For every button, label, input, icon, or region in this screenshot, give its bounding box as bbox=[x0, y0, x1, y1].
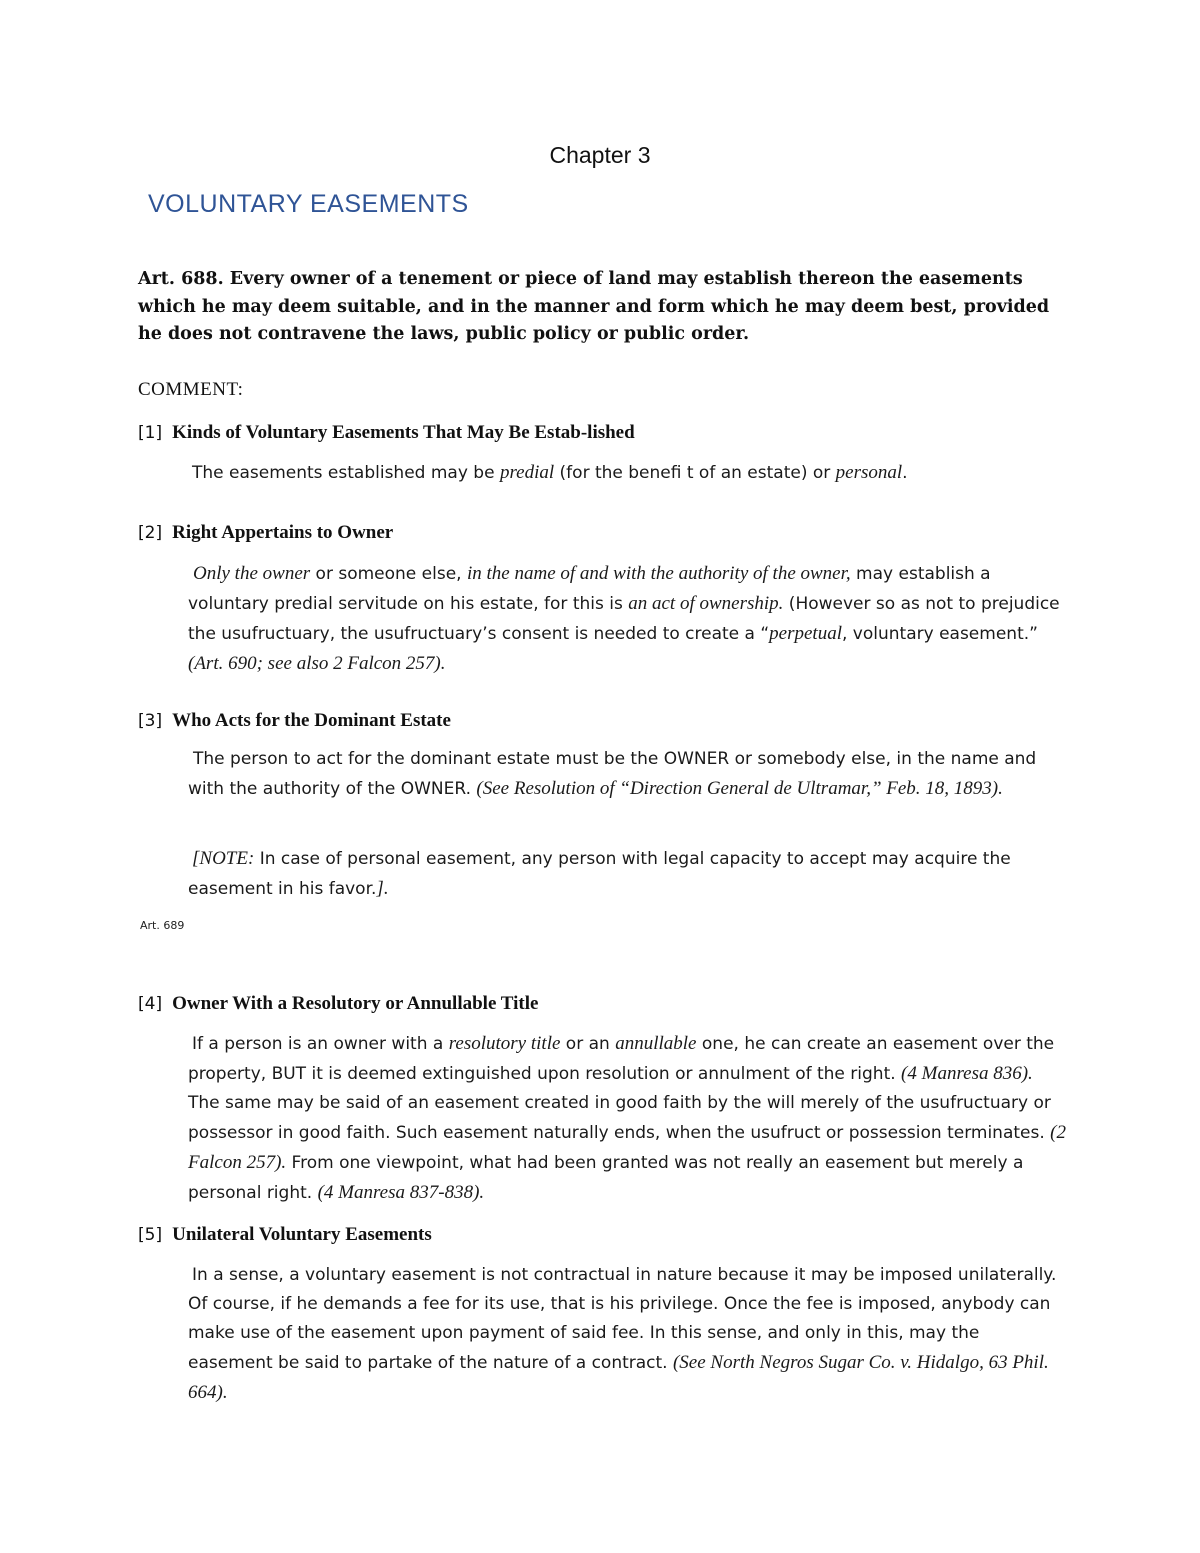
section-2-heading bbox=[138, 522, 393, 544]
comment-label: COMMENT: bbox=[138, 379, 244, 400]
section-1-title: Kinds of Voluntary Easements That May Be Estab-lished bbox=[172, 422, 635, 443]
section-1-number: [1] bbox=[138, 423, 163, 443]
article-688-text: Art. 688. Every owner of a tenement or piece of land may establish thereon the easements which he may deem suitable, and in the manner and form which he may deem best, provided he does not contravene the laws, public policy or public order. bbox=[138, 269, 1050, 344]
chapter-heading: Chapter 3 bbox=[549, 142, 651, 168]
section-2-paragraph: Only the owner or someone else, in the name of and with the authority of the owner, may establish a voluntary predial servitude on his estate, for this is an act of ownership. (However so as not to prejudice the usufructuary, the usufructuary’s consent is needed to create a “perpetual, voluntary easement.” (Art. 690; see also 2 Falcon 257). bbox=[188, 563, 1060, 674]
section-5-paragraph: In a sense, a voluntary easement is not contractual in nature because it may be imposed unilaterally. Of course, if he demands a fee for its use, that is his privilege. Once the fee is imposed, anybody can make use of the easement upon payment of said fee. In this sense, and only in this, may the easement be said to partake of the nature of a contract. (See North Negros Sugar Co. v. Hidalgo, 63 Phil. 664). bbox=[188, 1265, 1057, 1403]
section-4-number: [4] bbox=[138, 994, 163, 1014]
section-3-paragraph: The person to act for the dominant estate must be the OWNER or somebody else, in the name and with the authority of the OWNER. (See Resolution of “Direction General de Ultramar,” Feb. 18, 1893). bbox=[188, 749, 1037, 799]
section-3-note: [NOTE: In case of personal easement, any person with legal capacity to accept may acquire the easement in his favor.]. bbox=[188, 848, 1011, 899]
section-1-heading bbox=[138, 422, 635, 444]
section-5-heading bbox=[138, 1224, 432, 1246]
section-5-title: Unilateral Voluntary Easements bbox=[172, 1224, 432, 1245]
section-4-title: Owner With a Resolutory or Annullable Title bbox=[172, 993, 539, 1014]
section-4-paragraph: If a person is an owner with a resolutory title or an annullable one, he can create an easement over the property, BUT it is deemed extinguished upon resolution or annulment of the right. (4 Manresa 836). The same may be said of an easement created in good faith by the will merely of the usufructuary or possessor in good faith. Such easement naturally ends, when the usufruct or possession terminates. (2 Falcon 257). From one viewpoint, what had been granted was not really an easement but merely a personal right. (4 Manresa 837-838). bbox=[188, 1033, 1066, 1203]
section-3-heading bbox=[138, 710, 451, 732]
section-4-heading bbox=[138, 993, 538, 1015]
section-3-title: Who Acts for the Dominant Estate bbox=[172, 710, 451, 731]
section-3-number: [3] bbox=[138, 711, 163, 731]
section-1-paragraph: The easements established may be predial (for the benefi t of an estate) or personal. bbox=[192, 462, 908, 483]
page-marker: Art. 689 bbox=[140, 919, 185, 932]
chapter-title: VOLUNTARY EASEMENTS bbox=[148, 190, 469, 218]
section-2-number: [2] bbox=[138, 523, 163, 543]
section-2-title: Right Appertains to Owner bbox=[172, 522, 394, 543]
section-5-number: [5] bbox=[138, 1225, 163, 1245]
